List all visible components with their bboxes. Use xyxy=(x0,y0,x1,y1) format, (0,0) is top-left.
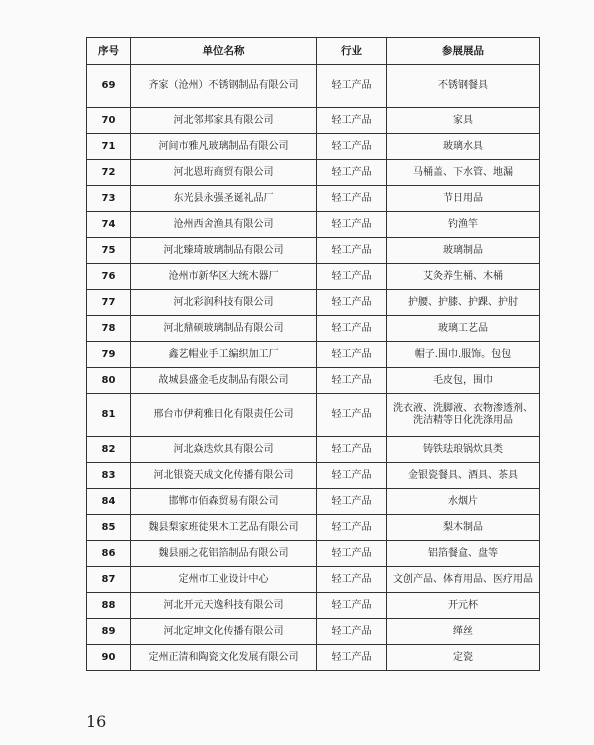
row-industry: 轻工产品 xyxy=(317,645,387,671)
row-products: 毛皮包，围巾 xyxy=(387,368,540,394)
header-serial: 序号 xyxy=(87,38,131,65)
exhibitor-table-container xyxy=(86,37,539,671)
row-company: 邯郸市佰森贸易有限公司 xyxy=(131,489,317,515)
row-products: 钓渔竿 xyxy=(387,212,540,238)
row-industry: 轻工产品 xyxy=(317,567,387,593)
table-row xyxy=(87,567,540,593)
row-industry: 轻工产品 xyxy=(317,515,387,541)
table-row xyxy=(87,264,540,290)
table-row xyxy=(87,212,540,238)
row-company: 东光县永强圣诞礼品厂 xyxy=(131,186,317,212)
table-row xyxy=(87,541,540,567)
row-serial: 88 xyxy=(87,593,131,619)
row-company: 沧州市新华区大统木器厂 xyxy=(131,264,317,290)
table-row xyxy=(87,394,540,437)
row-industry: 轻工产品 xyxy=(317,593,387,619)
header-company: 单位名称 xyxy=(131,38,317,65)
table-row xyxy=(87,342,540,368)
row-products: 定瓷 xyxy=(387,645,540,671)
row-products: 洗衣液、洗脚液、衣物渗透剂、洗洁精等日化洗涤用品 xyxy=(387,394,540,437)
row-products: 金银瓷餐具、酒具、茶具 xyxy=(387,463,540,489)
row-company: 河北银瓷天成文化传播有限公司 xyxy=(131,463,317,489)
row-company: 沧州西舍渔具有限公司 xyxy=(131,212,317,238)
row-serial: 74 xyxy=(87,212,131,238)
row-serial: 71 xyxy=(87,134,131,160)
row-company: 齐家（沧州）不锈钢制品有限公司 xyxy=(131,65,317,108)
row-serial: 73 xyxy=(87,186,131,212)
row-company: 定州正清和陶瓷文化发展有限公司 xyxy=(131,645,317,671)
row-industry: 轻工产品 xyxy=(317,264,387,290)
table-row xyxy=(87,160,540,186)
row-serial: 89 xyxy=(87,619,131,645)
row-products: 艾灸养生桶、木桶 xyxy=(387,264,540,290)
row-serial: 72 xyxy=(87,160,131,186)
row-products: 节日用品 xyxy=(387,186,540,212)
row-serial: 81 xyxy=(87,394,131,437)
row-products: 帽子.围巾.服饰。包包 xyxy=(387,342,540,368)
row-products: 不锈钢餐具 xyxy=(387,65,540,108)
row-company: 河北焱迭炊具有限公司 xyxy=(131,437,317,463)
row-products: 玻璃水具 xyxy=(387,134,540,160)
row-serial: 84 xyxy=(87,489,131,515)
row-products: 家具 xyxy=(387,108,540,134)
row-serial: 85 xyxy=(87,515,131,541)
table-row xyxy=(87,316,540,342)
row-products: 马桶盖、下水管、地漏 xyxy=(387,160,540,186)
row-serial: 70 xyxy=(87,108,131,134)
row-industry: 轻工产品 xyxy=(317,342,387,368)
row-industry: 轻工产品 xyxy=(317,290,387,316)
row-company: 河北恩珩商贸有限公司 xyxy=(131,160,317,186)
row-products: 铸铁珐琅锅炊具类 xyxy=(387,437,540,463)
row-products: 开元杯 xyxy=(387,593,540,619)
table-row xyxy=(87,108,540,134)
table-row xyxy=(87,645,540,671)
row-company: 定州市工业设计中心 xyxy=(131,567,317,593)
row-company: 河北定坤文化传播有限公司 xyxy=(131,619,317,645)
table-row xyxy=(87,134,540,160)
row-industry: 轻工产品 xyxy=(317,160,387,186)
row-company: 魏县丽之花铝箔制品有限公司 xyxy=(131,541,317,567)
row-company: 河北邻邦家具有限公司 xyxy=(131,108,317,134)
row-products: 水烟片 xyxy=(387,489,540,515)
row-serial: 87 xyxy=(87,567,131,593)
row-industry: 轻工产品 xyxy=(317,394,387,437)
row-serial: 80 xyxy=(87,368,131,394)
row-products: 文创产品、体育用品、医疗用品 xyxy=(387,567,540,593)
table-row xyxy=(87,619,540,645)
table-row xyxy=(87,515,540,541)
row-industry: 轻工产品 xyxy=(317,541,387,567)
row-products: 铝箔餐盒、盘等 xyxy=(387,541,540,567)
table-row xyxy=(87,368,540,394)
row-company: 河北彩润科技有限公司 xyxy=(131,290,317,316)
table-row xyxy=(87,290,540,316)
row-industry: 轻工产品 xyxy=(317,463,387,489)
row-products: 梨木制品 xyxy=(387,515,540,541)
row-serial: 90 xyxy=(87,645,131,671)
row-industry: 轻工产品 xyxy=(317,489,387,515)
row-industry: 轻工产品 xyxy=(317,368,387,394)
row-serial: 78 xyxy=(87,316,131,342)
row-company: 河间市雅凡玻璃制品有限公司 xyxy=(131,134,317,160)
row-products: 玻璃工艺品 xyxy=(387,316,540,342)
exhibitor-table xyxy=(86,37,540,671)
table-row xyxy=(87,65,540,108)
row-products: 缂丝 xyxy=(387,619,540,645)
table-row xyxy=(87,186,540,212)
row-industry: 轻工产品 xyxy=(317,316,387,342)
row-products: 玻璃制品 xyxy=(387,238,540,264)
row-company: 邢台市伊莉雅日化有限责任公司 xyxy=(131,394,317,437)
row-company: 鑫艺帽业手工编织加工厂 xyxy=(131,342,317,368)
row-industry: 轻工产品 xyxy=(317,108,387,134)
row-serial: 82 xyxy=(87,437,131,463)
row-industry: 轻工产品 xyxy=(317,134,387,160)
row-serial: 76 xyxy=(87,264,131,290)
row-company: 故城县盛金毛皮制品有限公司 xyxy=(131,368,317,394)
row-company: 河北臻琦玻璃制品有限公司 xyxy=(131,238,317,264)
row-industry: 轻工产品 xyxy=(317,212,387,238)
row-industry: 轻工产品 xyxy=(317,619,387,645)
row-serial: 86 xyxy=(87,541,131,567)
table-row xyxy=(87,593,540,619)
row-company: 河北开元天逸科技有限公司 xyxy=(131,593,317,619)
row-industry: 轻工产品 xyxy=(317,437,387,463)
table-row xyxy=(87,437,540,463)
page-number: 16 xyxy=(86,712,107,731)
row-industry: 轻工产品 xyxy=(317,186,387,212)
row-industry: 轻工产品 xyxy=(317,65,387,108)
row-serial: 69 xyxy=(87,65,131,108)
row-serial: 79 xyxy=(87,342,131,368)
row-industry: 轻工产品 xyxy=(317,238,387,264)
header-industry: 行业 xyxy=(317,38,387,65)
header-products: 参展展品 xyxy=(387,38,540,65)
table-row xyxy=(87,489,540,515)
table-row xyxy=(87,238,540,264)
row-company: 河北鼎硕玻璃制品有限公司 xyxy=(131,316,317,342)
row-products: 护腰、护膝、护踝、护肘 xyxy=(387,290,540,316)
row-serial: 83 xyxy=(87,463,131,489)
row-company: 魏县梨家班徒果木工艺品有限公司 xyxy=(131,515,317,541)
table-header-row xyxy=(87,38,540,65)
table-row xyxy=(87,463,540,489)
row-serial: 75 xyxy=(87,238,131,264)
row-serial: 77 xyxy=(87,290,131,316)
